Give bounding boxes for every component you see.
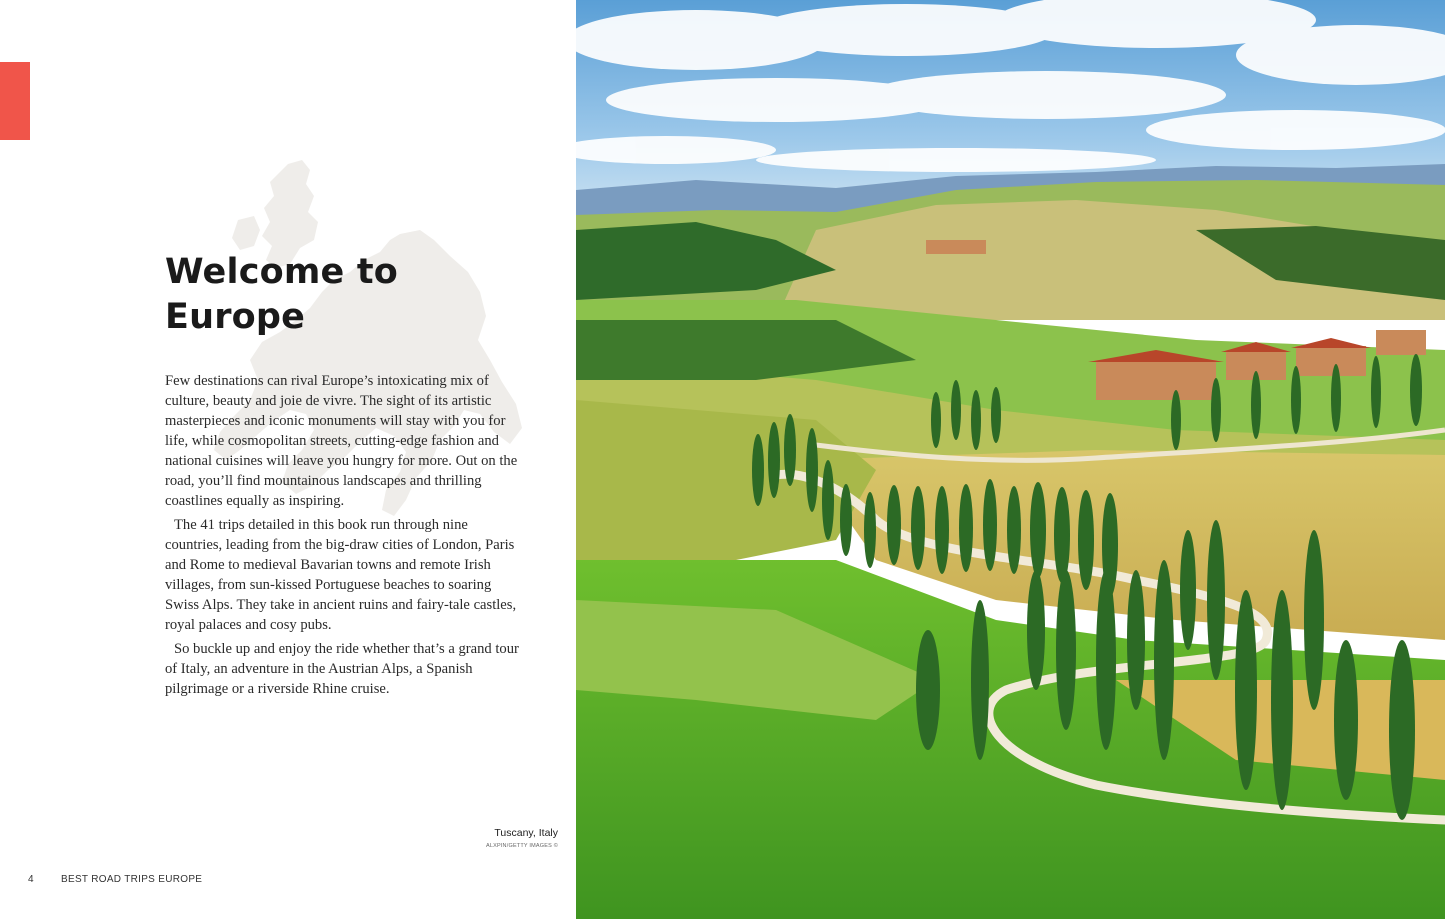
intro-paragraph-1: Few destinations can rival Europe’s intoxicating mix of culture, beauty and joie de vivre. The sight of its artistic masterpieces and iconic monuments will stay with you for life, while cosmopolitan streets, cutting-edge fashion and national cuisines will leave you hungry for more. Out on the road, you’ll find mountainous landscapes and thrilling coastlines equally as inspiring. <box>165 373 518 509</box>
page-footer <box>28 874 202 885</box>
landscape-illustration <box>576 0 1445 919</box>
page-title-line-2: Europe <box>165 297 306 337</box>
tuscany-landscape-photo <box>576 0 1445 919</box>
chapter-tab-marker <box>0 62 30 140</box>
intro-paragraph-2: The 41 trips detailed in this book run through nine countries, leading from the big-draw cities of London, Paris and Rome to medieval Bavarian towns and remote Irish villages, from sun-kissed Portuguese beaches to soaring Swiss Alps. They take in ancient ruins and fairy-tale castles, royal palaces and cosy pubs. <box>165 517 517 633</box>
book-title: BEST ROAD TRIPS EUROPE <box>61 874 203 885</box>
photo-caption <box>486 827 558 849</box>
left-page <box>0 0 576 919</box>
caption-credit: ALXPIN/GETTY IMAGES © <box>485 843 558 849</box>
page-title <box>165 250 398 340</box>
intro-text <box>165 371 520 703</box>
page-title-line-1: Welcome to <box>165 252 399 292</box>
page-number: 4 <box>28 874 34 885</box>
caption-location: Tuscany, Italy <box>494 827 558 839</box>
intro-paragraph-3: So buckle up and enjoy the ride whether that’s a grand tour of Italy, an adventure in the Austrian Alps, a Spanish pilgrimage or a riverside Rhine cruise. <box>165 641 519 697</box>
